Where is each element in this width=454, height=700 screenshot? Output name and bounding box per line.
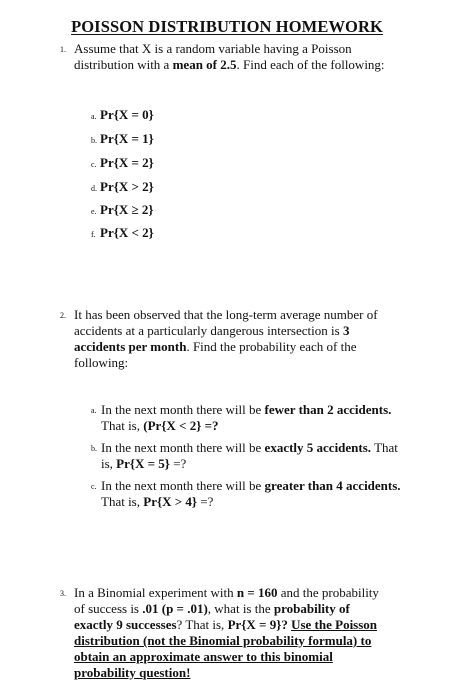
q2-item-a: a. In the next month there will be fewer than 2 accidents. That is, (Pr{X < 2} =? — [91, 402, 392, 433]
q1-item-d: d. Pr{X > 2} — [91, 179, 154, 194]
q2-item-b: b. In the next month there will be exactly 5 accidents. That is, Pr{X = 5} =? — [91, 440, 398, 471]
question-text: It has been observed that the long-term average number of accidents at a particularly dangerous intersection is 3 accidents per month. Find the probability each of the following: — [74, 307, 378, 370]
question-number: 2. — [60, 311, 66, 320]
question-text: In a Binomial experiment with n = 160 and the probability of success is .01 (p = .01), what is the probability of exactly 9 successes? That is, Pr{X = 9}? Use the Poisson distribution (not the Binomial probability formula) to obtain an approximate answer to this binomial probability question! — [74, 585, 379, 680]
q2-item-c: c. In the next month there will be greater than 4 accidents. That is, Pr{X > 4} =? — [91, 478, 401, 509]
question-number: 1. — [60, 45, 66, 54]
q1-item-a: a. Pr{X = 0} — [91, 107, 154, 122]
q1-item-e: e. Pr{X ≥ 2} — [91, 202, 154, 217]
question-2 — [60, 307, 378, 371]
question-3 — [60, 585, 390, 681]
q1-item-f: f. Pr{X < 2} — [91, 225, 154, 240]
page-title: POISSON DISTRIBUTION HOMEWORK — [71, 17, 383, 36]
q1-item-b: b. Pr{X = 1} — [91, 131, 154, 146]
question-1 — [60, 41, 400, 73]
instruction-underlined: Use the Poisson distribution (not the Binomial probability formula) to obtain an approximate answer to this binomial probability question! — [74, 617, 378, 680]
question-number: 3. — [60, 589, 66, 598]
q1-item-c: c. Pr{X = 2} — [91, 155, 154, 170]
question-text: Assume that X is a random variable having a Poisson distribution with a mean of 2.5. Find each of the following: — [74, 41, 385, 72]
